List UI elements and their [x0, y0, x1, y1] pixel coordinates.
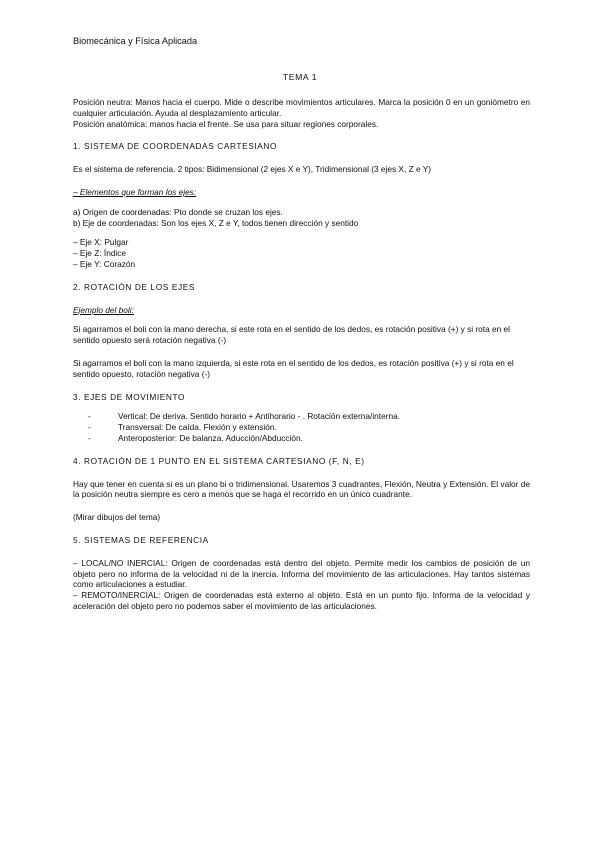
section-4-note: (Mirar dibujos del tema)	[73, 512, 161, 523]
bullet-dash: -	[88, 411, 91, 422]
list-item: - Transversal: De caída. Flexión y extensión.	[88, 422, 277, 433]
remote-reference-paragraph: – REMOTO/INERCIAL: Origen de coordenadas está externo al objeto. Está en un punto fijo. Informa de la velocidad y aceleración del objeto pero no podemos saber el movimiento de las articulaciones.	[73, 590, 530, 611]
axis-y-item: – Eje Y: Corazón	[73, 258, 136, 269]
section-1-heading: 1. SISTEMA DE COORDENADAS CARTESIANO	[73, 141, 278, 152]
list-item: - Vertical: De deriva. Sentido horario + Antihorario - . Rotación externa/interna.	[88, 411, 401, 422]
left-hand-paragraph: Si agarramos el boli con la mano izquierda, si este rota en el sentido de los dedos, es rotación positiva (+) y si rota en el sentido opuesto, rotación negativa (-)	[73, 357, 514, 379]
right-hand-paragraph: Si agarramos el boli con la mano derecha, si este rota en el sentido de los dedos, es rotación positiva (+) y si rota en el sentido opuesto será rotación negativa (-)	[73, 324, 510, 346]
axis-definition: b) Eje de coordenadas: Son los ejes X, Z e Y, todos tienen dirección y sentido	[73, 217, 359, 228]
page-header: Biomecánica y Física Aplicada	[73, 36, 198, 46]
section-5-heading: 5. SISTEMAS DE REFERENCIA	[73, 534, 209, 545]
axis-z-item: – Eje Z: Índice	[73, 248, 127, 259]
section-4-paragraph: Hay que tener en cuenta si es un plano bi o tridimensional. Usaremos 3 cuadrantes, Flexión, Neutra y Extensión. El valor de la posición neutra siempre es cero a menos que se haga el recorrido en un único cuadrante.	[73, 478, 530, 500]
anatomic-position-paragraph: Posición anatómica: manos hacia el frente. Se usa para situar regiones corporales.	[73, 118, 379, 129]
section-1-subheading: – Elementos que forman los ejes:	[73, 186, 197, 197]
bullet-dash: -	[88, 422, 91, 433]
bullet-dash: -	[88, 432, 91, 443]
document-body	[73, 97, 530, 612]
document-title: TEMA 1	[282, 72, 318, 82]
neutral-position-paragraph: Posición neutra: Manos hacia el cuerpo. Mide o describe movimientos articulares. Marca la posición 0 en un goniómetro en cualquier articulación. Ayuda al desplazamiento articular.	[73, 97, 530, 118]
section-1-text: Es el sistema de referencia. 2 tipos: Bidimensional (2 ejes X e Y), Tridimensional (3 ejes X, Z e Y)	[73, 164, 432, 175]
section-2-subheading: Ejemplo del boli:	[73, 304, 134, 315]
origin-definition: a) Origen de coordenadas: Pto donde se cruzan los ejes.	[73, 206, 283, 217]
section-3-heading: 3. EJES DE MOVIMIENTO	[73, 391, 186, 402]
section-2-heading: 2. ROTACIÓN DE LOS EJES	[73, 281, 195, 292]
movement-axes-list	[73, 411, 530, 443]
list-item: - Anteroposterior: De balanza. Aducción/Abducción.	[88, 432, 303, 443]
local-reference-paragraph: – LOCAL/NO INERCIAL: Origen de coordenadas está dentro del objeto. Permite medir los cambios de posición de un objeto pero no informa de la velocidad ni de la inercia. Informa del movimiento de las articulaciones. Hay tantos sistemas como articulaciones a estudiar.	[73, 557, 530, 590]
section-4-heading: 4. ROTACIÓN DE 1 PUNTO EN EL SISTEMA CARTESIANO (F, N, E)	[73, 455, 365, 466]
axis-x-item: – Eje X: Pulgar	[73, 237, 129, 248]
